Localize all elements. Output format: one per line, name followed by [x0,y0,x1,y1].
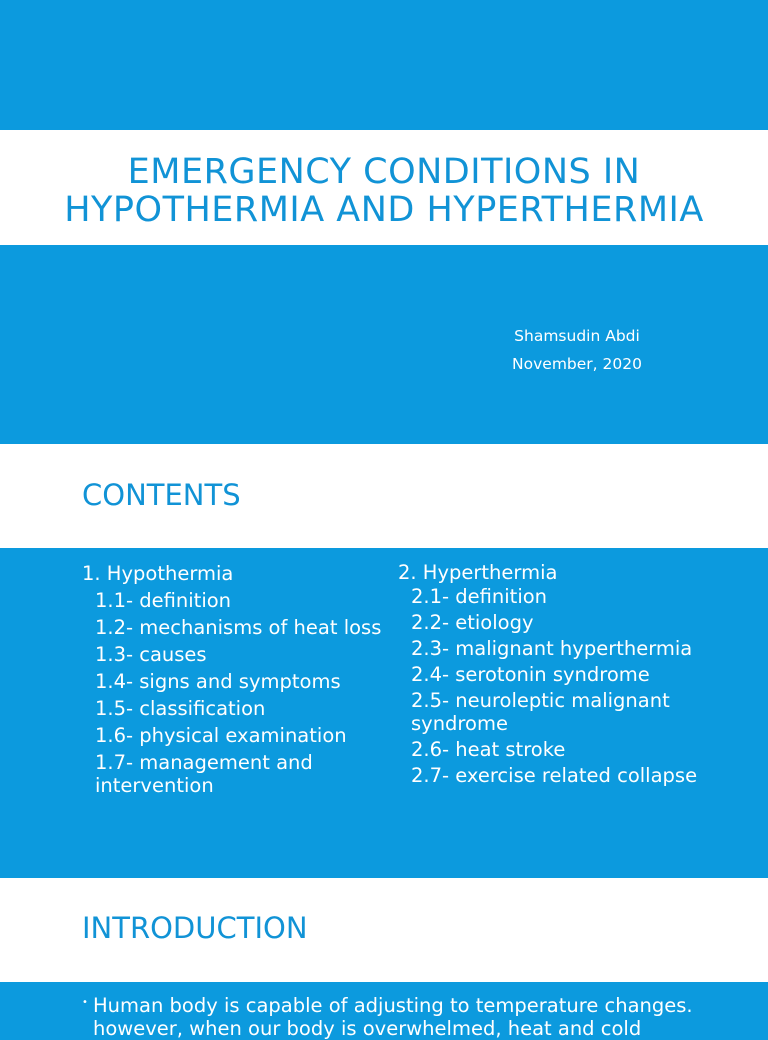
contents-subitem: 1.4- signs and symptoms [95,670,341,693]
contents-subitem: 2.2- etiology [411,611,534,634]
contents-subitem: 1.2- mechanisms of heat loss [95,616,382,639]
contents-subitem: 2.1- definition [411,585,548,608]
contents-subitem-list [398,585,698,787]
contents-section-title: 2. Hyperthermia [398,561,558,584]
presentation-date: November, 2020 [512,355,642,373]
contents-subitem: 2.7- exercise related collapse [411,764,698,787]
contents-subitem: 2.6- heat stroke [411,738,566,761]
contents-subitem: 1.5- classification [95,697,266,720]
contents-subitem: 1.7- management and intervention [95,751,313,797]
bullet-icon: • [82,997,88,1008]
slide-title-line-2: HYPOTHERMIA AND HYPERTHERMIA [64,190,704,230]
contents-heading: CONTENTS [82,478,241,512]
contents-section-title: 1. Hypothermia [82,562,234,585]
introduction-bullet [82,994,722,1040]
slide1-top-band [0,0,768,130]
contents-subitem: 2.3- malignant hyperthermia [411,637,693,660]
contents-column-hyperthermia [398,561,698,790]
contents-subitem-list [82,589,382,797]
slide-subtitle [460,322,694,378]
contents-column-hypothermia [82,562,382,801]
contents-subitem: 1.3- causes [95,643,207,666]
slide-title-line-1: EMERGENCY CONDITIONS IN [127,152,641,192]
contents-subitem: 2.4- serotonin syndrome [411,663,650,686]
slide-title [0,153,768,229]
contents-subitem: 2.5- neuroleptic malignant syndrome [411,689,670,735]
author-name: Shamsudin Abdi [514,327,640,345]
contents-subitem: 1.1- definition [95,589,232,612]
introduction-heading: INTRODUCTION [82,911,308,945]
introduction-bullet-text: Human body is capable of adjusting to temperature changes. however, when our body is overwhelmed, heat and cold [93,994,693,1040]
contents-subitem: 1.6- physical examination [95,724,347,747]
